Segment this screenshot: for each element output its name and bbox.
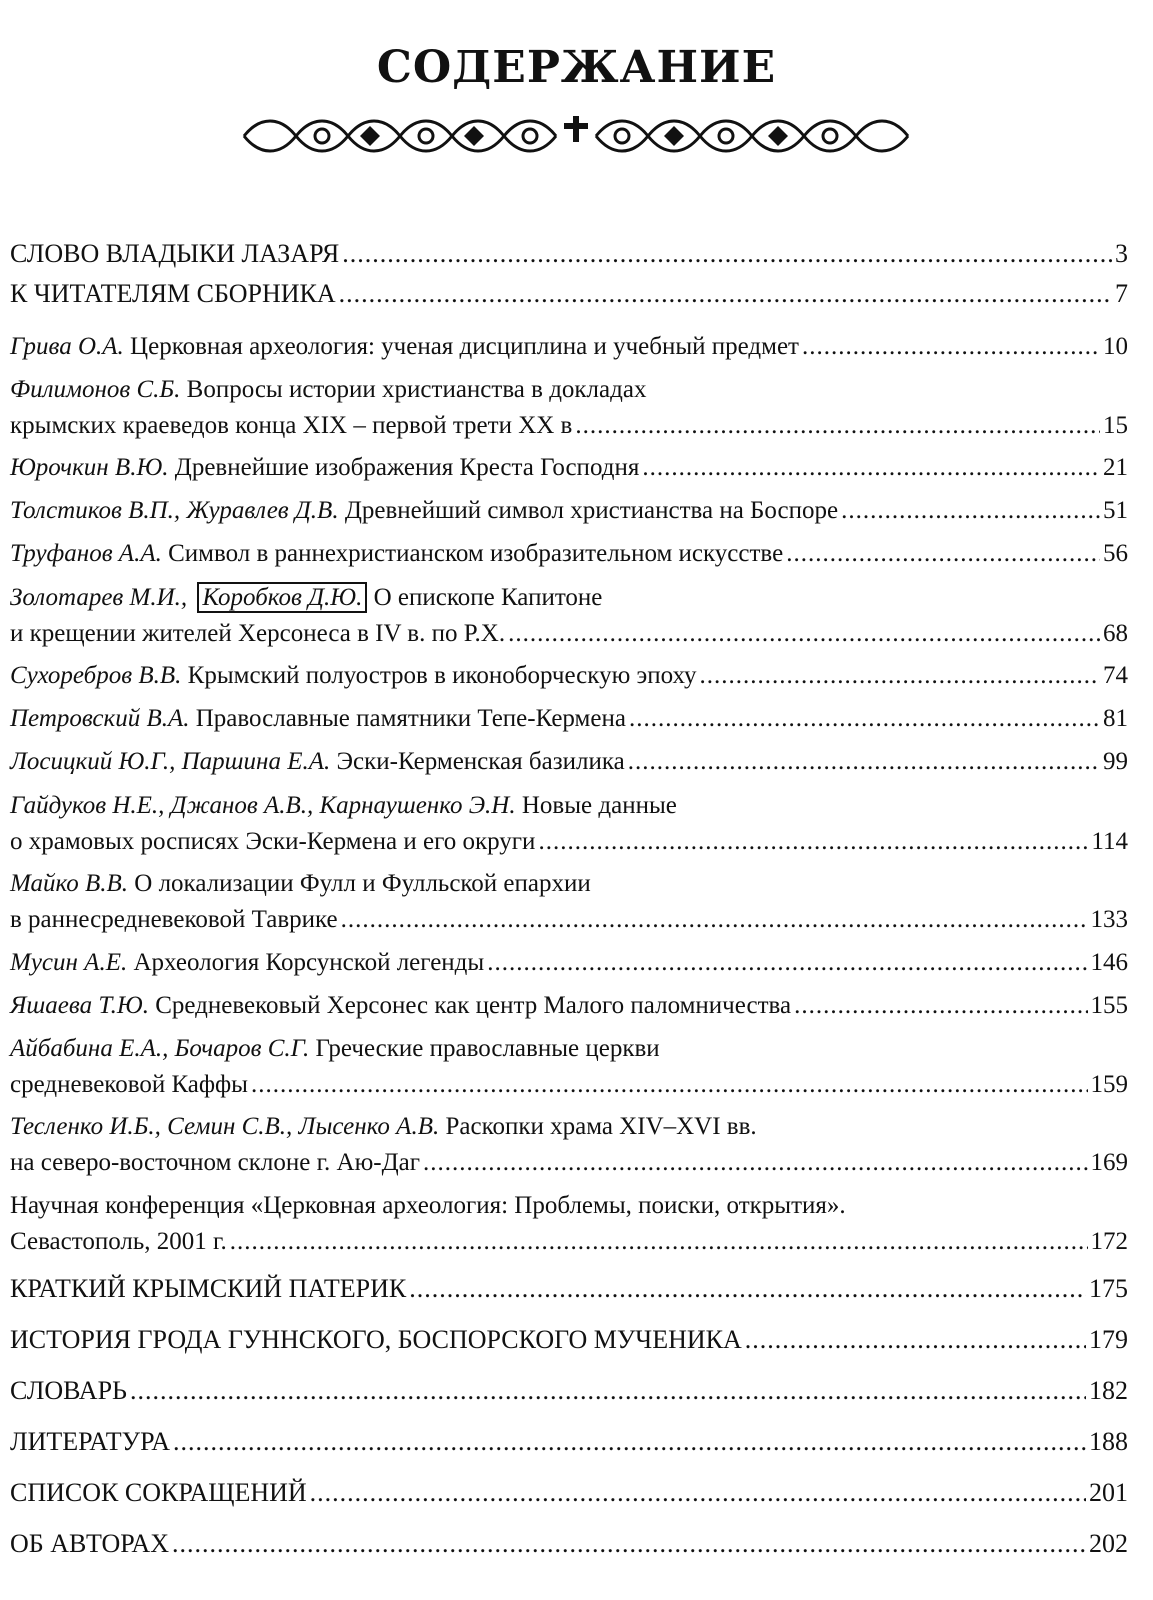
toc-entry[interactable] (10, 1373, 1128, 1409)
page-number: 155 (1090, 992, 1128, 1019)
entry-title: СЛОВО ВЛАДЫКИ ЛАЗАРЯ (10, 239, 340, 268)
leader-dots (700, 658, 1100, 694)
leader-dots (841, 493, 1100, 529)
leader-dots (786, 536, 1100, 572)
toc-entry[interactable] (10, 866, 1128, 938)
toc-entry[interactable] (10, 1271, 1128, 1307)
page-title: СОДЕРЖАНИЕ (376, 42, 777, 93)
page-number: 179 (1089, 1325, 1128, 1354)
page-number: 182 (1089, 1376, 1128, 1405)
entry-title: К ЧИТАТЕЛЯМ СБОРНИКА (10, 279, 336, 308)
leader-dots (341, 902, 1088, 938)
toc-entry[interactable] (10, 1188, 1128, 1260)
entry-author: Филимонов С.Б. (10, 376, 181, 403)
entry-author: Грива О.А. (10, 333, 124, 360)
page-number: 81 (1103, 705, 1128, 732)
entry-author: Петровский В.А. (10, 705, 190, 732)
entry-title: Археология Корсунской легенды (133, 949, 485, 976)
page-number: 201 (1089, 1478, 1128, 1507)
entry-title-continued: в раннесредневековой Таврике (10, 906, 338, 933)
page-number: 169 (1090, 1149, 1128, 1176)
entry-title: Крымский полуостров в иконоборческую эпоху (187, 662, 697, 689)
entry-title: Греческие православные церкви (315, 1035, 660, 1062)
entry-title: Раскопки храма XIV–XVI вв. (445, 1113, 757, 1140)
page-number: 114 (1091, 828, 1128, 855)
toc-entry[interactable] (10, 658, 1128, 694)
page-number: 175 (1089, 1274, 1128, 1303)
leader-dots (629, 701, 1100, 737)
page-number: 3 (1115, 239, 1128, 268)
page-number: 172 (1090, 1228, 1128, 1255)
toc-entry[interactable] (10, 1031, 1128, 1103)
page-number: 133 (1090, 906, 1128, 933)
leader-dots (802, 329, 1100, 365)
page-number: 188 (1089, 1427, 1128, 1456)
entry-title-continued: на северо-восточном склоне г. Аю-Даг (10, 1149, 420, 1176)
page-number: 10 (1103, 333, 1128, 360)
leader-dots (339, 276, 1112, 312)
entry-title: Символ в раннехристианском изобразительном искусстве (168, 540, 784, 567)
entry-author: Айбабина Е.А., Бочаров С.Г. (10, 1035, 310, 1062)
toc-entry[interactable] (10, 744, 1128, 780)
toc-entry[interactable] (10, 1475, 1128, 1511)
entry-title-continued: и крещении жителей Херсонеса в IV в. по Р.Х. (10, 620, 506, 647)
entry-author: Мусин А.Е. (10, 949, 128, 976)
entry-title: КРАТКИЙ КРЫМСКИЙ ПАТЕРИК (10, 1274, 407, 1303)
leader-dots (173, 1424, 1086, 1460)
page-number: 15 (1103, 412, 1128, 439)
entry-author: Гайдуков Н.Е., Джанов А.В., Карнаушенко Э.Н. (10, 792, 516, 819)
entry-title: ИСТОРИЯ ГРОДА ГУННСКОГО, БОСПОРСКОГО МУЧЕНИКА (10, 1325, 742, 1354)
page-number: 51 (1103, 497, 1128, 524)
toc-entry[interactable] (10, 1526, 1128, 1562)
toc-entry[interactable] (10, 236, 1128, 272)
entry-title: Средневековый Херсонес как центр Малого паломничества (155, 992, 792, 1019)
decorative-ornament (240, 112, 912, 160)
leader-dots (342, 236, 1112, 272)
leader-dots (423, 1145, 1088, 1181)
leader-dots (130, 1373, 1086, 1409)
leader-dots (230, 1224, 1088, 1260)
entry-title: Эски-Керменская базилика (336, 748, 625, 775)
toc-entry[interactable] (10, 988, 1128, 1024)
toc-entry[interactable] (10, 536, 1128, 572)
entry-author: Майко В.В. (10, 870, 129, 897)
toc-entry[interactable] (10, 372, 1128, 444)
leader-dots (628, 744, 1100, 780)
leader-dots (538, 824, 1088, 860)
entry-author: Толстиков В.П., Журавлев Д.В. (10, 497, 339, 524)
entry-title: О локализации Фулл и Фулльской епархии (134, 870, 591, 897)
page-number: 74 (1103, 662, 1128, 689)
leader-dots (409, 1271, 1086, 1307)
leader-dots (745, 1322, 1086, 1358)
leader-dots (575, 408, 1100, 444)
entry-author-boxed: Коробков Д.Ю. (197, 582, 367, 613)
entry-title-continued: средневековой Каффы (10, 1071, 248, 1098)
entry-title: Церковная археология: ученая дисциплина и учебный предмет (130, 333, 799, 360)
toc-entry[interactable] (10, 276, 1128, 312)
entry-title: ОБ АВТОРАХ (10, 1529, 169, 1558)
entry-author: Яшаева Т.Ю. (10, 992, 149, 1019)
page-number: 202 (1089, 1529, 1128, 1558)
leader-dots (508, 616, 1100, 652)
entry-author: Золотарев М.И., (10, 584, 188, 611)
page-number: 21 (1103, 454, 1128, 481)
entry-title-continued: Севастополь, 2001 г. (10, 1228, 227, 1255)
entry-author: Труфанов А.А. (10, 540, 162, 567)
toc-entry[interactable] (10, 1109, 1128, 1181)
entry-author: Сухоребров В.В. (10, 662, 182, 689)
leader-dots (794, 988, 1087, 1024)
leader-dots (310, 1475, 1086, 1511)
entry-title: СЛОВАРЬ (10, 1376, 127, 1405)
page-number: 99 (1103, 748, 1128, 775)
entry-title: Научная конференция «Церковная археология: Проблемы, поиски, открытия». (10, 1192, 846, 1219)
entry-title: СПИСОК СОКРАЩЕНИЙ (10, 1478, 307, 1507)
entry-title: Вопросы истории христианства в докладах (186, 376, 647, 403)
leader-dots (642, 450, 1100, 486)
toc-entry[interactable] (10, 450, 1128, 486)
entry-author: Юрочкин В.Ю. (10, 454, 169, 481)
entry-title-continued: крымских краеведов конца XIX – первой трети XX в (10, 412, 573, 439)
entry-title: ЛИТЕРАТУРА (10, 1427, 170, 1456)
entry-title-continued: о храмовых росписях Эски-Кермена и его округи (10, 828, 536, 855)
entry-title: Древнейший символ христианства на Боспоре (344, 497, 839, 524)
entry-title: Новые данные (521, 792, 677, 819)
entry-author: Тесленко И.Б., Семин С.В., Лысенко А.В. (10, 1113, 440, 1140)
entry-title: О епископе Капитоне (373, 584, 603, 611)
leader-dots (487, 945, 1087, 981)
toc-entry[interactable] (10, 788, 1128, 860)
page-number: 56 (1103, 540, 1128, 567)
page-number: 68 (1103, 620, 1128, 647)
toc-entry[interactable] (10, 329, 1128, 365)
leader-dots (251, 1067, 1088, 1103)
page-number: 7 (1115, 279, 1128, 308)
toc-entry[interactable] (10, 1322, 1128, 1358)
page-number: 146 (1090, 949, 1128, 976)
toc-entry[interactable] (10, 1424, 1128, 1460)
toc-entry[interactable] (10, 945, 1128, 981)
leader-dots (172, 1526, 1086, 1562)
page-number: 159 (1090, 1071, 1128, 1098)
entry-author: Лосицкий Ю.Г., Паршина Е.А. (10, 748, 331, 775)
toc-entry[interactable] (10, 580, 1128, 652)
entry-title: Православные памятники Тепе-Кермена (195, 705, 626, 732)
toc-entry[interactable] (10, 493, 1128, 529)
entry-title: Древнейшие изображения Креста Господня (174, 454, 640, 481)
toc-entry[interactable] (10, 701, 1128, 737)
